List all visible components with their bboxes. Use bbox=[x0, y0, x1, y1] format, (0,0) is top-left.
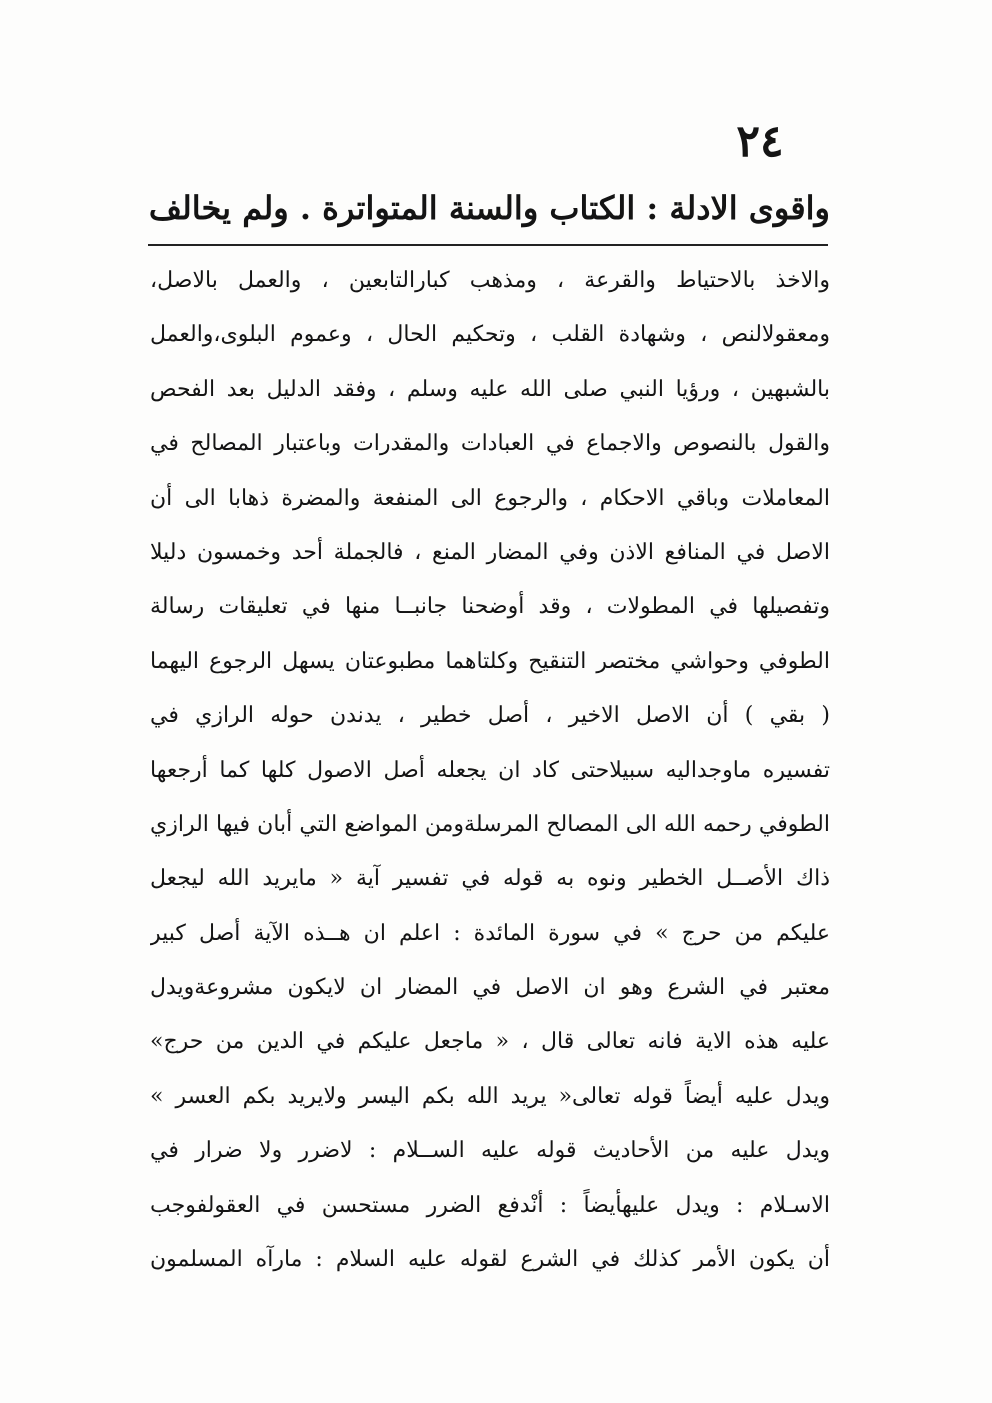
text-line: والقول بالنصوص والاجماع في العبادات والمقدرات وباعتبار المصالح في bbox=[150, 431, 830, 457]
text-line: ويدل عليه أيضاً قوله تعالى« يريد الله بكم اليسر ولايريد بكم العسر » bbox=[150, 1083, 830, 1109]
text-line: ذاك الأصــل الخطير ونوه به قوله في تفسير آية « مايريد الله ليجعل bbox=[150, 866, 830, 892]
text-line: عليكم من حرج » في سورة المائدة : اعلم ان هــذه الآية أصل كبير bbox=[150, 920, 830, 946]
horizontal-rule bbox=[148, 244, 828, 246]
text-line: ويدل عليه من الأحاديث قوله عليه الســلام : لاضرر ولا ضرار في bbox=[150, 1138, 830, 1164]
text-line: عليه هذه الاية فانه تعالى قال ، « ماجعل عليكم في الدين من حرج» bbox=[150, 1029, 830, 1055]
body-text bbox=[150, 254, 830, 1287]
text-line: معتبر في الشرع وهو ان الاصل في المضار ان لايكون مشروعةويدل bbox=[150, 975, 830, 1001]
text-line: تفسيره ماوجداليه سبيلاحتى كاد ان يجعله أصل الاصول كلها كما أرجعها bbox=[150, 757, 830, 783]
text-line: الطوفي رحمه الله الى المصالح المرسلةومن المواضع التي أبان فيها الرازي bbox=[150, 811, 830, 837]
text-line: الطوفي وحواشي مختصر التنقيح وكلتاهما مطبوعتان يسهل الرجوع اليهما bbox=[150, 648, 830, 674]
text-line: أن يكون الأمر كذلك في الشرع لقوله عليه السلام : مارآه المسلمون bbox=[150, 1247, 830, 1273]
text-line: ( بقي ) أن الاصل الاخير ، أصل خطير ، يدندن حوله الرازي في bbox=[150, 703, 830, 729]
page-number: ٢٤ bbox=[736, 116, 784, 167]
text-line: بالشبهين ، ورؤيا النبي صلى الله عليه وسلم ، وفقد الدليل بعد الفحص bbox=[150, 376, 830, 402]
text-line: الاصل في المنافع الاذن وفي المضار المنع ، فالجملة أحد وخمسون دليلا bbox=[150, 539, 830, 565]
text-line: والاخذ بالاحتياط والقرعة ، ومذهب كبارالتابعين ، والعمل بالاصل، bbox=[150, 268, 830, 293]
heading-line: واقوى الادلة : الكتاب والسنة المتواترة . ولم يخالف bbox=[148, 189, 830, 227]
text-line: ومعقولالنص ، وشهادة القلب ، وتحكيم الحال ، وعموم البلوى،والعمل bbox=[150, 322, 830, 348]
text-line: المعاملات وباقي الاحكام ، والرجوع الى المنفعة والمضرة ذهابا الى أن bbox=[150, 485, 830, 511]
text-line: وتفصيلها في المطولات ، وقد أوضحنا جانبــا منها في تعليقات رسالة bbox=[150, 594, 830, 620]
text-line: الاسـلام : ويدل عليهأيضاً : أنْدفع الضرر مستحسن في العقولفوجب bbox=[150, 1192, 830, 1218]
